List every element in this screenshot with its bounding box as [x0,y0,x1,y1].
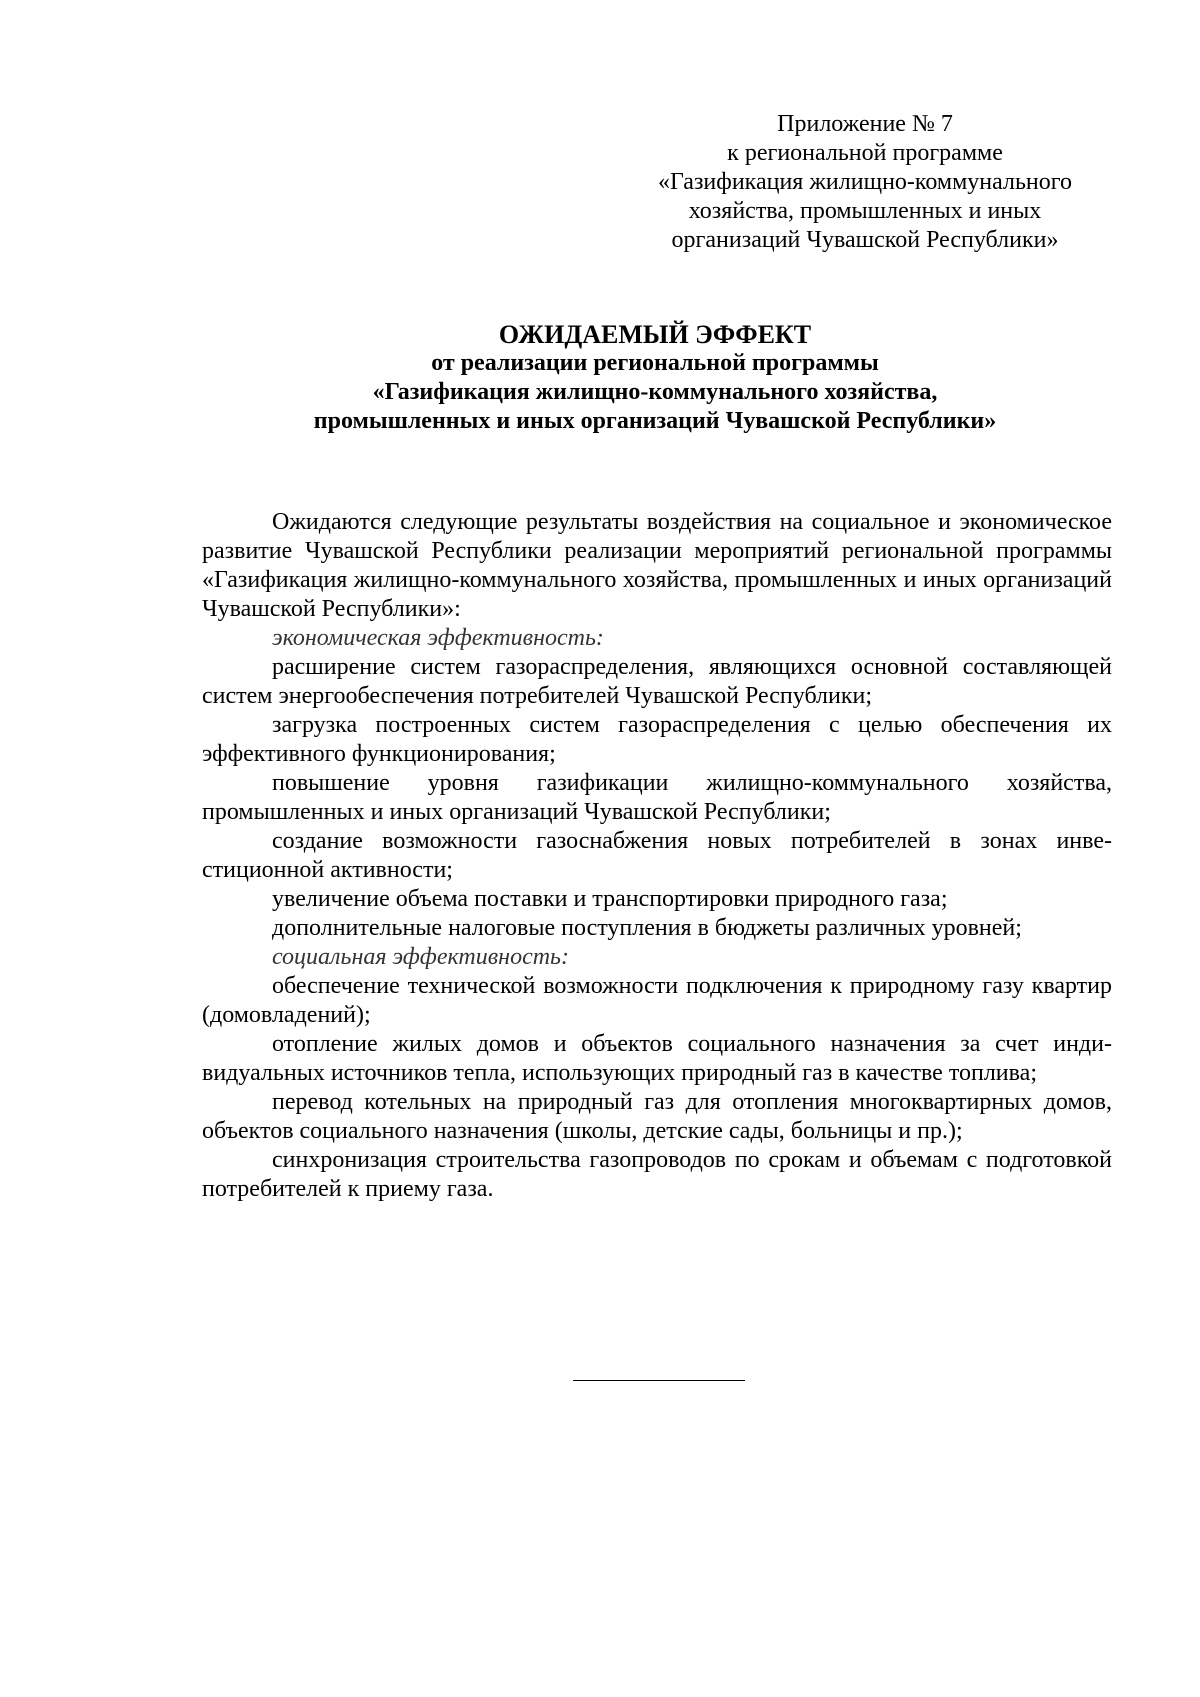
paragraph: создание возможности газоснабжения новых потребителей в зонах инвестиционной активности; [202,828,1112,883]
appendix-line: Приложение № 7 [777,111,953,137]
paragraph: перевод котельных на природный газ для отопления многоквартирных домов, объектов социального назначения (школы, детские сады, больницы и пр.); [202,1089,1112,1144]
title-line: промышленных и иных организаций Чувашской Республики» [313,408,997,434]
paragraph: загрузка построенных систем газораспределения с целью обеспечения их эффективного функционирования; [202,712,1112,767]
document-title [200,320,1110,436]
main-title: ОЖИДАЕМЫЙ ЭФФЕКТ [498,320,812,349]
paragraph: расширение систем газораспределения, являющихся основной составляющей систем энергообеспечения потребителей Чувашской Республики; [202,654,1112,709]
paragraph: увеличение объема поставки и транспортировки природного газа; [272,886,948,912]
appendix-line: хозяйства, промышленных и иных [688,198,1042,224]
paragraph: Ожидаются следующие результаты воздействия на социальное и экономическое развитие Чувашской Республики реализации мероприятий региональной программы «Газификация жилищно-коммунального хозяйства, промышленных и иных организаций Чувашской Республики»: [202,509,1112,622]
paragraph: дополнительные налоговые поступления в бюджеты различных уровней; [272,915,1022,941]
body-text [202,508,1112,1204]
appendix-header [630,110,1100,255]
appendix-line: организаций Чувашской Республики» [671,227,1059,253]
section-heading-economic: экономическая эффективность: [272,625,604,651]
appendix-line: к региональной программе [727,140,1003,166]
paragraph: повышение уровня газификации жилищно-коммунального хозяйства, промышленных и иных организаций Чувашской Республики; [202,770,1112,825]
title-line: от реализации региональной программы [431,350,879,376]
title-line: «Газификация жилищно-коммунального хозяйства, [372,379,938,405]
appendix-line: «Газификация жилищно-коммунального [658,169,1072,195]
paragraph: отопление жилых домов и объектов социального назначения за счет индивидуальных источников тепла, использующих природный газ в качестве топлива; [202,1031,1112,1086]
end-separator-line [573,1380,745,1381]
paragraph: обеспечение технической возможности подключения к природному газу квартир (домовладений); [202,973,1112,1028]
section-heading-social: социальная эффективность: [272,944,569,970]
paragraph: синхронизация строительства газопроводов по срокам и объемам с подготовкой потребителей к приему газа. [202,1147,1112,1202]
